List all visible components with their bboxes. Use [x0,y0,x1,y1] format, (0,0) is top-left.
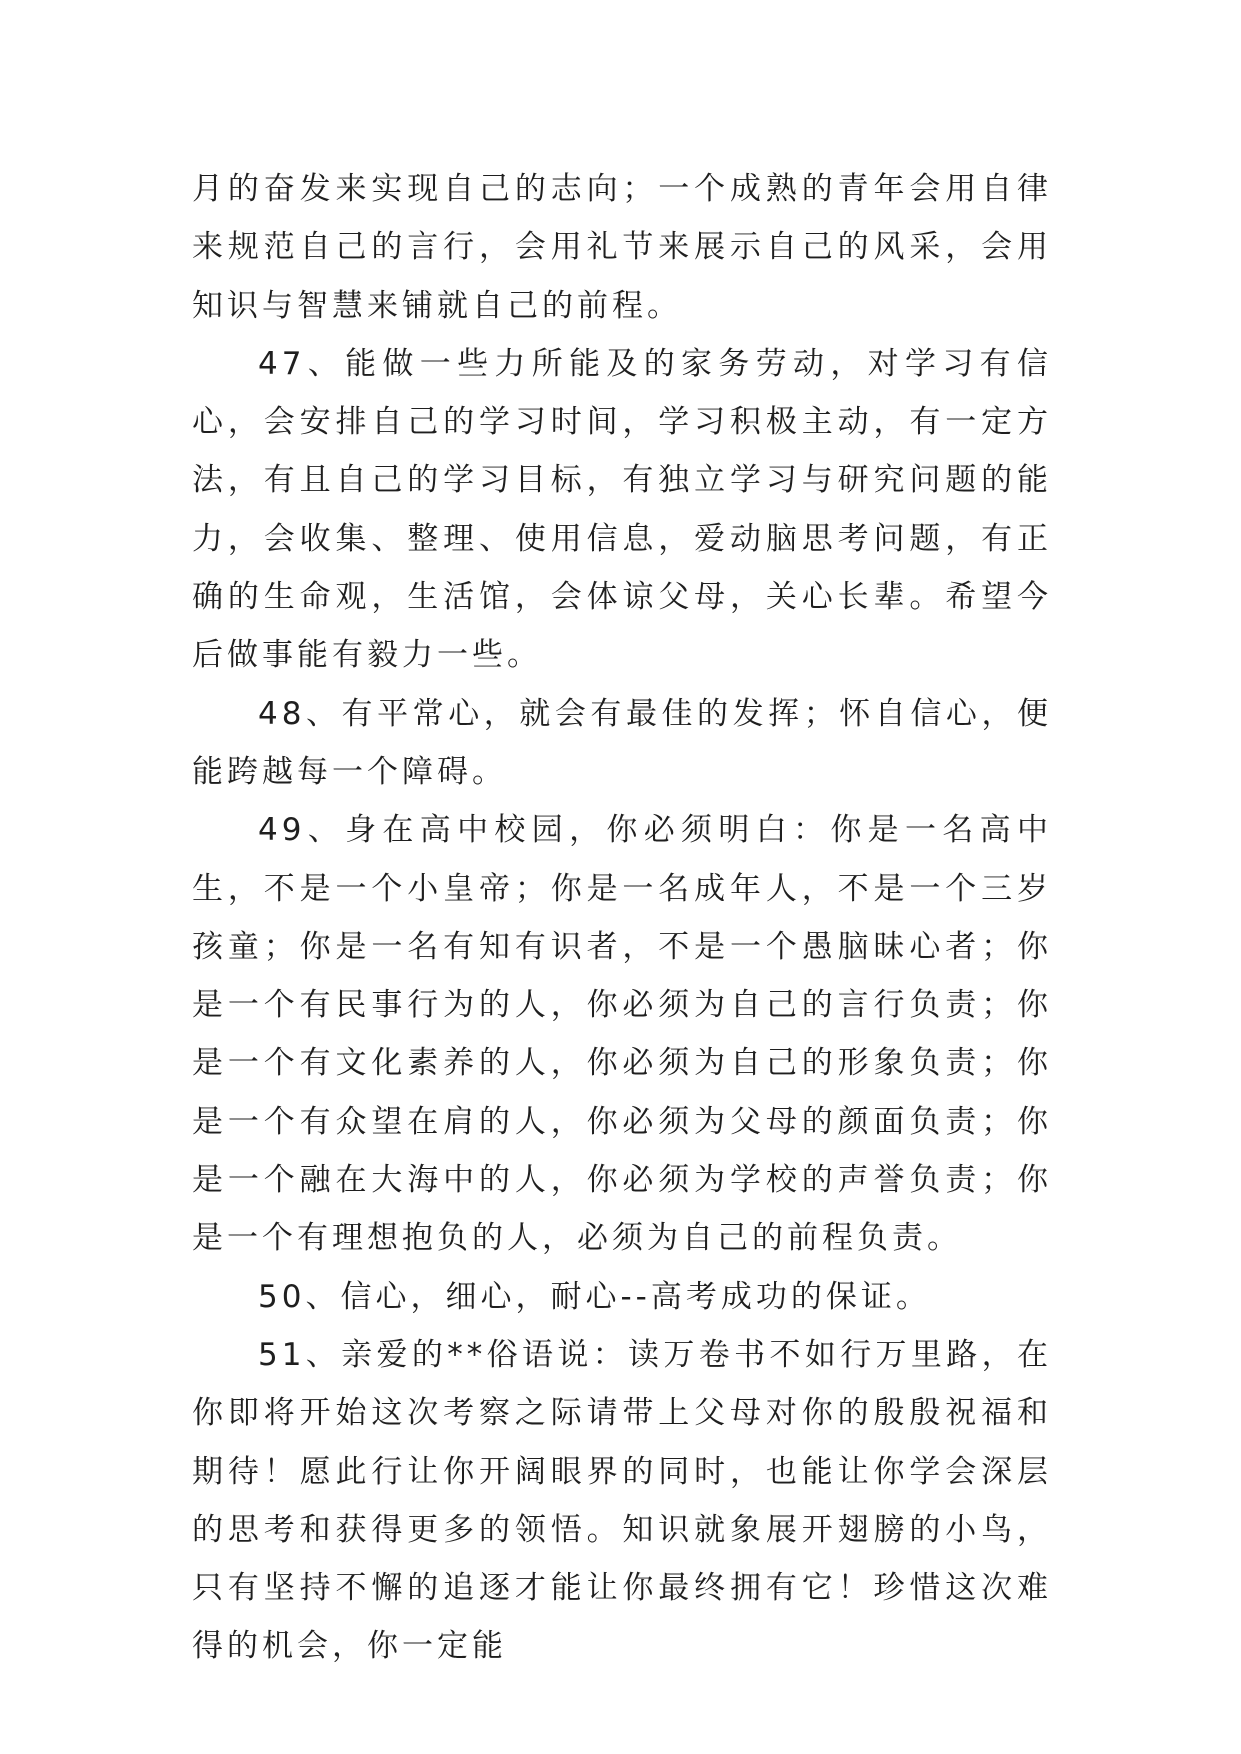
paragraph-51: 51、亲爱的**俗语说：读万卷书不如行万里路，在你即将开始这次考察之际请带上父母对你的殷殷祝福和期待！愿此行让你开阔眼界的同时，也能让你学会深层的思考和获得更多的领悟。知识就象展开翅膀的小鸟，只有坚持不懈的追逐才能让你最终拥有它！珍惜这次难得的机会，你一定能 [192,1336,1052,1665]
paragraph-48: 48、有平常心，就会有最佳的发挥；怀自信心，便能跨越每一个障碍。 [192,695,1052,790]
paragraph-47: 47、能做一些力所能及的家务劳动，对学习有信心，会安排自己的学习时间，学习积极主动，有一定方法，有且自己的学习目标，有独立学习与研究问题的能力，会收集、整理、使用信息，爱动脑思考问题，有正确的生命观，生活馆，会体谅父母，关心长辈。希望今后做事能有毅力一些。 [192,345,1052,674]
paragraph-50: 50、信心，细心，耐心--高考成功的保证。 [258,1278,931,1315]
paragraph-continuation: 月的奋发来实现自己的志向；一个成熟的青年会用自律来规范自己的言行，会用礼节来展示自己的风采，会用知识与智慧来铺就自己的前程。 [192,171,1052,324]
paragraph-49: 49、身在高中校园，你必须明白：你是一名高中生，不是一个小皇帝；你是一名成年人，不是一个三岁孩童；你是一名有知有识者，不是一个愚脑昧心者；你是一个有民事行为的人，你必须为自己的言行负责；你是一个有文化素养的人，你必须为自己的形象负责；你是一个有众望在肩的人，你必须为父母的颜面负责；你是一个融在大海中的人，你必须为学校的声誉负责；你是一个有理想抱负的人，必须为自己的前程负责。 [192,812,1052,1257]
document-body [192,160,1052,1676]
